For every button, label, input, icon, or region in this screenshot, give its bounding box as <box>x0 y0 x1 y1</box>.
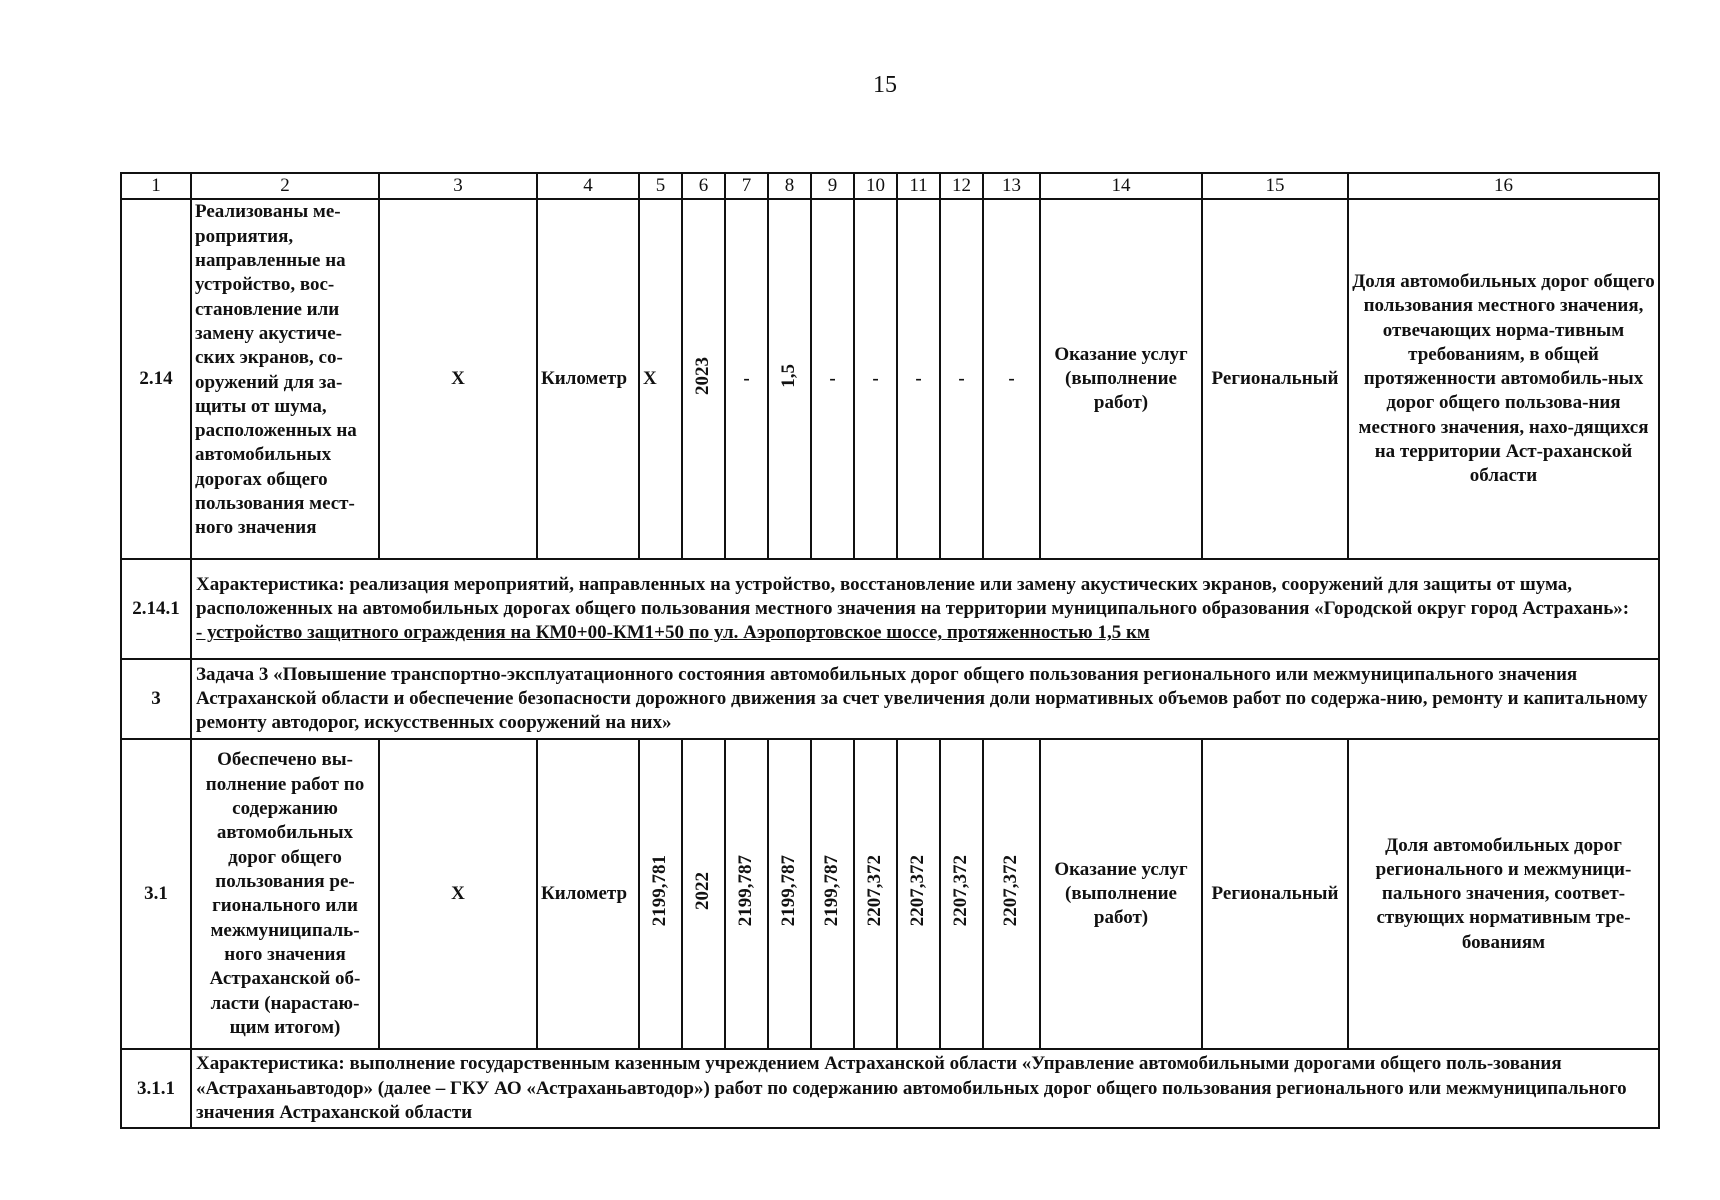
year-value: 2022 <box>692 871 714 910</box>
cell-col10: - <box>854 199 897 559</box>
header-cell: 9 <box>811 173 854 199</box>
table-row-2-14-1 <box>121 559 1659 659</box>
header-cell: 3 <box>379 173 537 199</box>
cell-col8 <box>768 739 811 1049</box>
header-cell: 11 <box>897 173 940 199</box>
cell-col5 <box>639 739 682 1049</box>
row-number: 3.1 <box>121 739 191 1049</box>
cell-col10 <box>854 739 897 1049</box>
header-row <box>121 173 1659 199</box>
indicator-cell: Доля автомобильных дорог общего пользования местного значения, отвечающих норма-тивным требованиям, в общей протяженности автомобиль-ных дорог общего пользова-ния местного значения, нахо-дящихся на территории Аст-раханской области <box>1348 199 1659 559</box>
table-row-2-14 <box>121 199 1659 559</box>
characteristic-item: - устройство защитного ограждения на КМ0+00-КМ1+50 по ул. Аэропортовское шоссе, протяженностью 1,5 км <box>196 622 1150 644</box>
indicator-cell: Доля автомобильных дорог регионального и межмуници-пального значения, соответ-ствующих нормативным тре-бованиям <box>1348 739 1659 1049</box>
header-cell: 12 <box>940 173 983 199</box>
characteristic-text: Характеристика: реализация мероприятий, направленных на устройство, восстановление или замену акустических экранов, сооружений для защиты от шума, расположенных на автомобильных дорогах общего пользования местного значения на территории муниципального образования «Городской округ город Астрахань»: <box>196 573 1630 620</box>
value-col10: 2207,372 <box>864 855 886 927</box>
task-cell: Задача 3 «Повышение транспортно-эксплуатационного состояния автомобильных дорог общего пользования регионального или межмуниципального значения Астраханской области и обеспечение безопасности дорожного движения за счет увеличения доли нормативных объемов работ по содержа-нию, ремонту и капитальному ремонту автодорог, искусственных сооружений на них» <box>191 659 1659 739</box>
row-number: 3 <box>121 659 191 739</box>
cell-col8 <box>768 199 811 559</box>
cell-col7: - <box>725 199 768 559</box>
cell-col6 <box>682 199 725 559</box>
characteristic-cell: Характеристика: выполнение государственным казенным учреждением Астраханской области «Управление автомобильными дорогами общего поль-зования «Астраханьавтодор» (далее – ГКУ АО «Астраханьавтодор») работ по содержанию автомобильных дорог общего пользования регионального или межмуниципального значения Астраханской области <box>191 1049 1659 1128</box>
value-col9: 2199,787 <box>821 855 843 927</box>
event-name: Обеспечено вы-полнение работ по содержанию автомобильных дорог общего пользования ре-гионального или межмуниципаль-ного значения Астраханской об-ласти (нарастаю-щим итогом) <box>191 739 379 1049</box>
page-number: 15 <box>873 72 897 98</box>
characteristic-cell <box>191 559 1659 659</box>
table-row-3-1-1 <box>121 1049 1659 1128</box>
header-cell: 10 <box>854 173 897 199</box>
event-name: Реализованы ме-роприятия, направленные на устройство, вос-становление или замену акустиче-ских экранов, со-оружений для за-щиты от шума, расположенных на автомобильных дорогах общего пользования мест-ного значения <box>191 199 379 559</box>
header-cell: 2 <box>191 173 379 199</box>
cell-col12 <box>940 739 983 1049</box>
cell-col11 <box>897 739 940 1049</box>
cell-col13: - <box>983 199 1040 559</box>
unit-cell: Километр <box>537 739 639 1049</box>
cell-col11: - <box>897 199 940 559</box>
value-col13: 2207,372 <box>1000 855 1022 927</box>
service-type: Оказание услуг (выполнение работ) <box>1040 739 1202 1049</box>
cell-col13 <box>983 739 1040 1049</box>
indicators-table <box>120 172 1660 1129</box>
cell-col3: Х <box>379 199 537 559</box>
value-col11: 2207,372 <box>907 855 929 927</box>
header-cell: 16 <box>1348 173 1659 199</box>
row-number: 2.14.1 <box>121 559 191 659</box>
cell-col9 <box>811 739 854 1049</box>
header-cell: 15 <box>1202 173 1348 199</box>
header-cell: 13 <box>983 173 1040 199</box>
table-row-3 <box>121 659 1659 739</box>
cell-col5: Х <box>639 199 682 559</box>
cell-col7 <box>725 739 768 1049</box>
cell-col6 <box>682 739 725 1049</box>
row-number: 2.14 <box>121 199 191 559</box>
value-col8: 1,5 <box>778 363 800 388</box>
level-cell: Региональный <box>1202 199 1348 559</box>
cell-col3: Х <box>379 739 537 1049</box>
header-cell: 14 <box>1040 173 1202 199</box>
year-value: 2023 <box>692 356 714 395</box>
cell-col12: - <box>940 199 983 559</box>
unit-cell: Километр <box>537 199 639 559</box>
header-cell: 4 <box>537 173 639 199</box>
value-col7: 2199,787 <box>735 855 757 927</box>
level-cell: Региональный <box>1202 739 1348 1049</box>
header-cell: 7 <box>725 173 768 199</box>
cell-col9: - <box>811 199 854 559</box>
value-col5: 2199,781 <box>649 855 671 927</box>
header-cell: 8 <box>768 173 811 199</box>
header-cell: 6 <box>682 173 725 199</box>
row-number: 3.1.1 <box>121 1049 191 1128</box>
table-row-3-1 <box>121 739 1659 1049</box>
value-col8: 2199,787 <box>778 855 800 927</box>
header-cell: 5 <box>639 173 682 199</box>
service-type: Оказание услуг (выполнение работ) <box>1040 199 1202 559</box>
value-col12: 2207,372 <box>950 855 972 927</box>
header-cell: 1 <box>121 173 191 199</box>
